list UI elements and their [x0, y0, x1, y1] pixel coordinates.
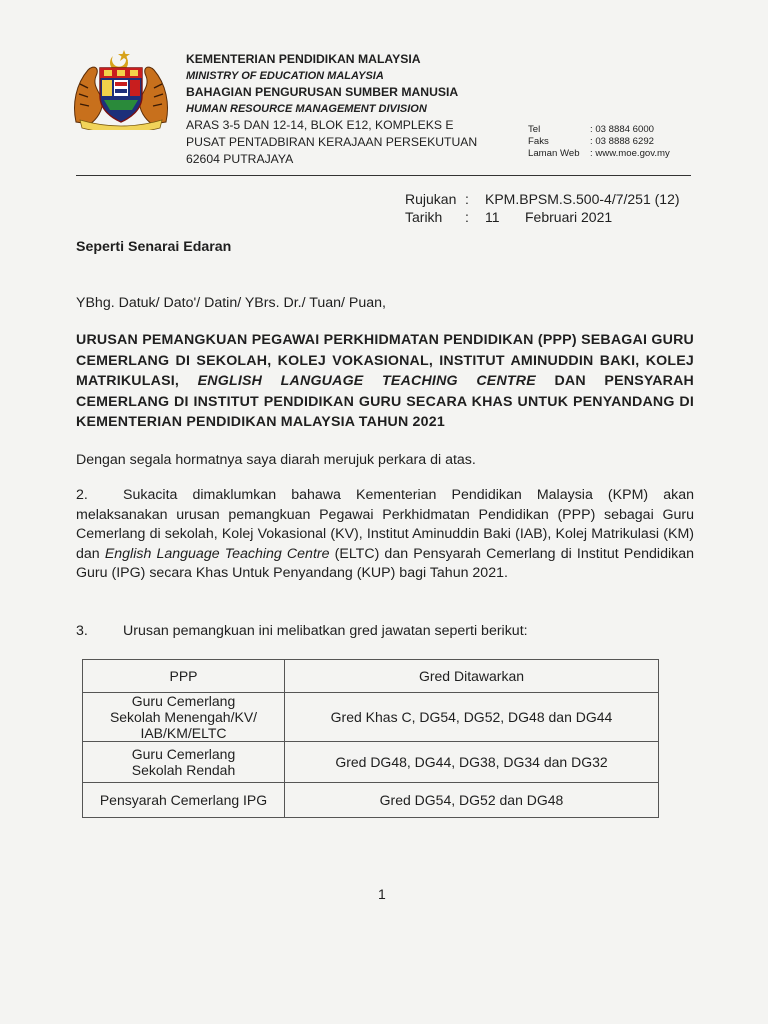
ministry-name-ms: KEMENTERIAN PENDIDIKAN MALAYSIA — [186, 52, 421, 66]
contact-label: Tel — [528, 124, 541, 135]
paragraph-2-text-2: (ELTC) dan Pensyarah Cemerlang di Institut Pendidikan Guru (IPG) secara Khas Untuk Penyandang (KUP) bagi Tahun 2021. — [76, 545, 694, 581]
contact-block — [528, 124, 670, 161]
rujukan-value: KPM.BPSM.S.500-4/7/251 (12) — [485, 191, 680, 207]
paragraph-number: 3. — [76, 623, 88, 639]
page-number: 1 — [378, 886, 386, 902]
contact-value: : 03 8884 6000 — [590, 124, 655, 135]
address-line: ARAS 3-5 DAN 12-14, BLOK E12, KOMPLEKS E — [186, 118, 454, 133]
header-divider — [76, 175, 691, 176]
paragraph-2-text-1: Sukacita dimaklumkan bahawa Kementerian Pendidikan Malaysia (KPM) akan melaksanakan urusan pemangkuan Pegawai Perkhidmatan Pendidikan (PPP) sebagai Guru Cemerlang di sekolah, Kolej Vokasional (KV), Institut Aminuddin Baki (IAB), Kolej Matrikulasi (KM) dan — [76, 487, 694, 562]
contact-label: Laman Web — [528, 148, 580, 160]
address-line: PUSAT PENTADBIRAN KERAJAAN PERSEKUTUAN — [186, 134, 478, 149]
paragraph-2-italic: English Language Teaching Centre — [104, 545, 330, 562]
ppp-line: Pensyarah Cemerlang IPG — [99, 792, 268, 808]
ppp-line: Sekolah Rendah — [131, 762, 236, 778]
address-line: 62604 PUTRAJAYA — [186, 151, 294, 166]
ppp-cell — [83, 783, 285, 818]
ppp-line: Sekolah Menengah/KV/ — [109, 709, 258, 725]
ministry-name-en: MINISTRY OF EDUCATION MALAYSIA — [186, 69, 384, 82]
opening-paragraph: Dengan segala hormatnya saya diarah merujuk perkara di atas. — [76, 452, 476, 468]
contact-value: : www.moe.gov.my — [590, 148, 670, 160]
table-row — [83, 783, 659, 818]
table-row — [83, 742, 659, 783]
rujukan-label: Rujukan — [405, 191, 457, 207]
tarikh-day: 11 — [485, 209, 500, 225]
reference-row — [405, 190, 680, 208]
grade-cell: Gred Khas C, DG54, DG52, DG48 dan DG44 — [285, 693, 659, 742]
ppp-cell — [83, 742, 285, 783]
organization-header — [186, 51, 516, 167]
grade-cell: Gred DG54, DG52 dan DG48 — [285, 783, 659, 818]
paragraph-3 — [76, 622, 694, 642]
tarikh-label: Tarikh — [405, 209, 443, 225]
grades-table — [82, 659, 659, 818]
column-header-ppp: PPP — [83, 660, 285, 693]
ppp-line: Guru Cemerlang — [131, 693, 236, 709]
contact-label: Faks — [528, 136, 549, 148]
contact-tel — [528, 124, 670, 136]
subject-heading — [76, 330, 694, 433]
separator: : — [465, 209, 469, 225]
contact-web — [528, 148, 670, 160]
subject-part-2: DAN PENSYARAH CEMERLANG DI INSTITUT PENDIDIKAN GURU SECARA KHAS UNTUK PENYANDANG DI KEMENTERIAN PENDIDIKAN MALAYSIA TAHUN 2021 — [76, 373, 694, 430]
separator: : — [465, 191, 469, 207]
table-header-row — [83, 660, 659, 693]
tarikh-month-year: Februari 2021 — [525, 209, 613, 225]
date-row — [405, 208, 680, 226]
recipient: Seperti Senarai Edaran — [76, 239, 232, 255]
reference-block — [405, 190, 680, 226]
grade-cell: Gred DG48, DG44, DG38, DG34 dan DG32 — [285, 742, 659, 783]
division-name-ms: BAHAGIAN PENGURUSAN SUMBER MANUSIA — [186, 85, 459, 100]
malaysia-crest-logo — [66, 44, 176, 130]
subject-part-1: URUSAN PEMANGKUAN PEGAWAI PERKHIDMATAN PENDIDIKAN (PPP) SEBAGAI GURU CEMERLANG DI SEKOLAH, KOLEJ VOKASIONAL, INSTITUT AMINUDDIN BAKI, KOLEJ MATRIKULASI, — [76, 332, 694, 389]
column-header-grade: Gred Ditawarkan — [285, 660, 659, 693]
salutation: YBhg. Datuk/ Dato'/ Datin/ YBrs. Dr./ Tuan/ Puan, — [76, 295, 386, 311]
division-name-en: HUMAN RESOURCE MANAGEMENT DIVISION — [186, 102, 427, 115]
ppp-line: Guru Cemerlang — [131, 746, 236, 762]
contact-fax — [528, 136, 670, 148]
subject-italic: ENGLISH LANGUAGE TEACHING CENTRE — [197, 373, 536, 389]
paragraph-3-text: Urusan pemangkuan ini melibatkan gred jawatan seperti berikut: — [123, 623, 528, 639]
table-row — [83, 693, 659, 742]
ppp-cell — [83, 693, 285, 742]
paragraph-2 — [76, 486, 694, 584]
contact-value: : 03 8888 6292 — [590, 136, 655, 148]
paragraph-number: 2. — [76, 487, 88, 503]
ppp-line: IAB/KM/ELTC — [140, 725, 227, 741]
